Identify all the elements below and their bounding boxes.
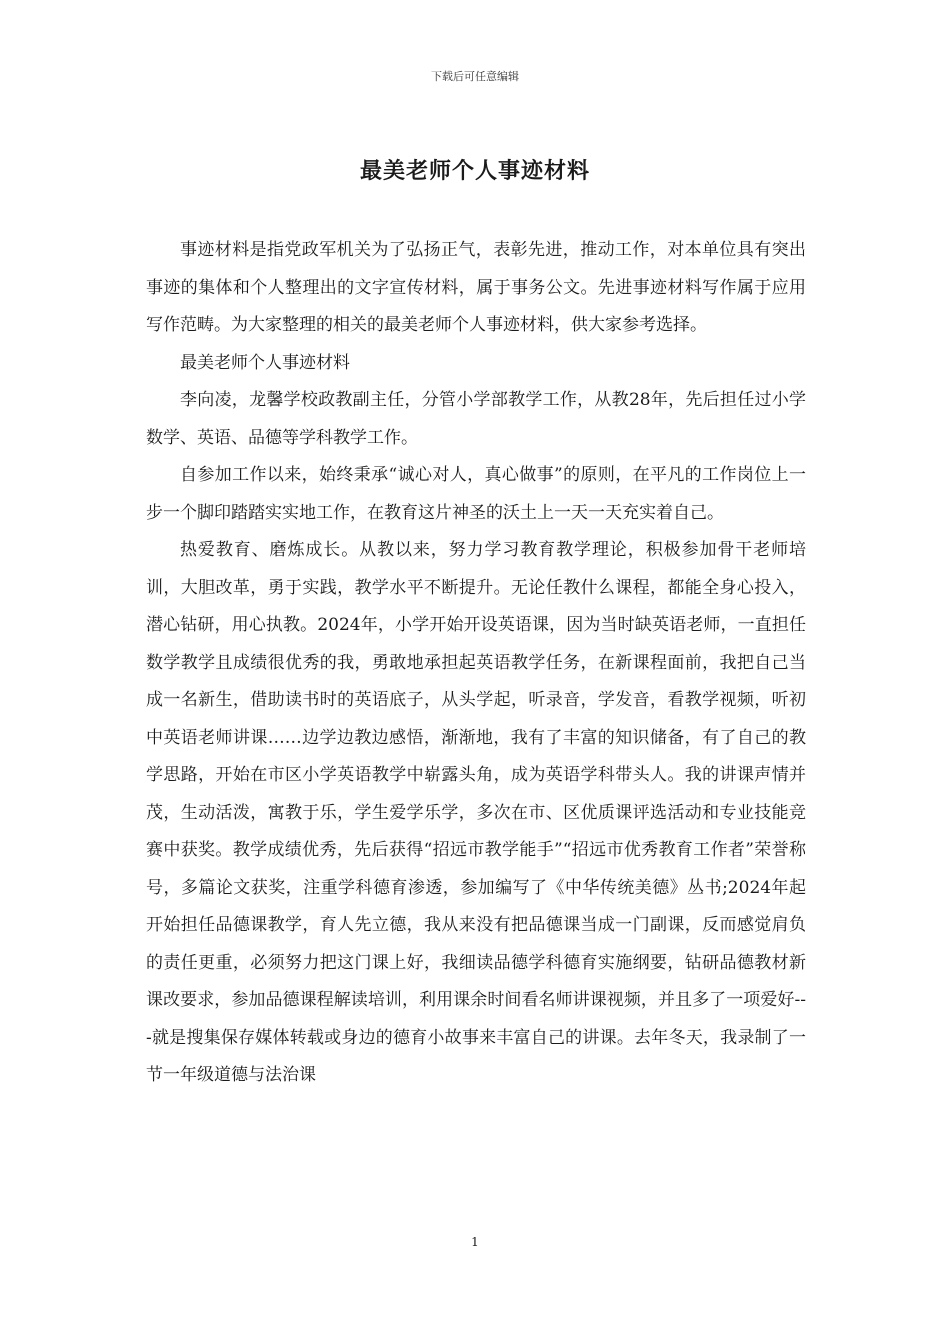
paragraph-principle: 自参加工作以来，始终秉承“诚心对人，真心做事”的原则，在平凡的工作岗位上一步一个脚印踏踏实实地工作，在教育这片神圣的沃土上一天一天充实着自己。 xyxy=(146,465,806,523)
paragraph-growth: 热爱教育、磨炼成长。从教以来，努力学习教育教学理论，积极参加骨干老师培训，大胆改革，勇于实践，教学水平不断提升。无论任教什么课程，都能全身心投入，潜心钻研，用心执教。2024年，小学开始开设英语课，因为当时缺英语老师，一直担任数学教学且成绩很优秀的我，勇敢地承担起英语教学任务，在新课程面前，我把自己当成一名新生，借助读书时的英语底子，从头学起，听录音，学发音，看教学视频，听初中英语老师讲课……边学边教边感悟，渐渐地，我有了丰富的知识储备，有了自己的教学思路，开始在市区小学英语教学中崭露头角，成为英语学科带头人。我的讲课声情并茂，生动活泼，寓教于乐，学生爱学乐学，多次在市、区优质课评选活动和专业技能竞赛中获奖。教学成绩优秀，先后获得“招远市教学能手”“招远市优秀教育工作者”荣誉称号，多篇论文获奖，注重学科德育渗透，参加编写了《中华传统美德》丛书;2024年起开始担任品德课教学，育人先立德，我从来没有把品德课当成一门副课，反而感觉肩负的责任更重，必须努力把这门课上好，我细读品德学科德育实施纲要，钻研品德教材新课改要求，参加品德课程解读培训，利用课余时间看名师讲课视频，并且多了一项爱好---就是搜集保存媒体转载或身边的德育小故事来丰富自己的讲课。去年冬天，我录制了一节一年级道德与法治课 xyxy=(146,540,806,1085)
paragraph-profile: 李向凌，龙馨学校政教副主任，分管小学部教学工作，从教28年，先后担任过小学数学、英语、品德等学科教学工作。 xyxy=(146,390,806,448)
page-number: 1 xyxy=(471,1235,479,1249)
paragraph-intro: 事迹材料是指党政军机关为了弘扬正气，表彰先进，推动工作，对本单位具有突出事迹的集体和个人整理出的文字宣传材料，属于事务公文。先进事迹材料写作属于应用写作范畴。为大家整理的相关的最美老师个人事迹材料，供大家参考选择。 xyxy=(146,240,806,335)
document-title: 最美老师个人事迹材料 xyxy=(359,158,590,184)
document-body xyxy=(146,232,806,1095)
paragraph-subtitle: 最美老师个人事迹材料 xyxy=(180,352,350,373)
header-note: 下载后可任意编辑 xyxy=(431,70,519,83)
